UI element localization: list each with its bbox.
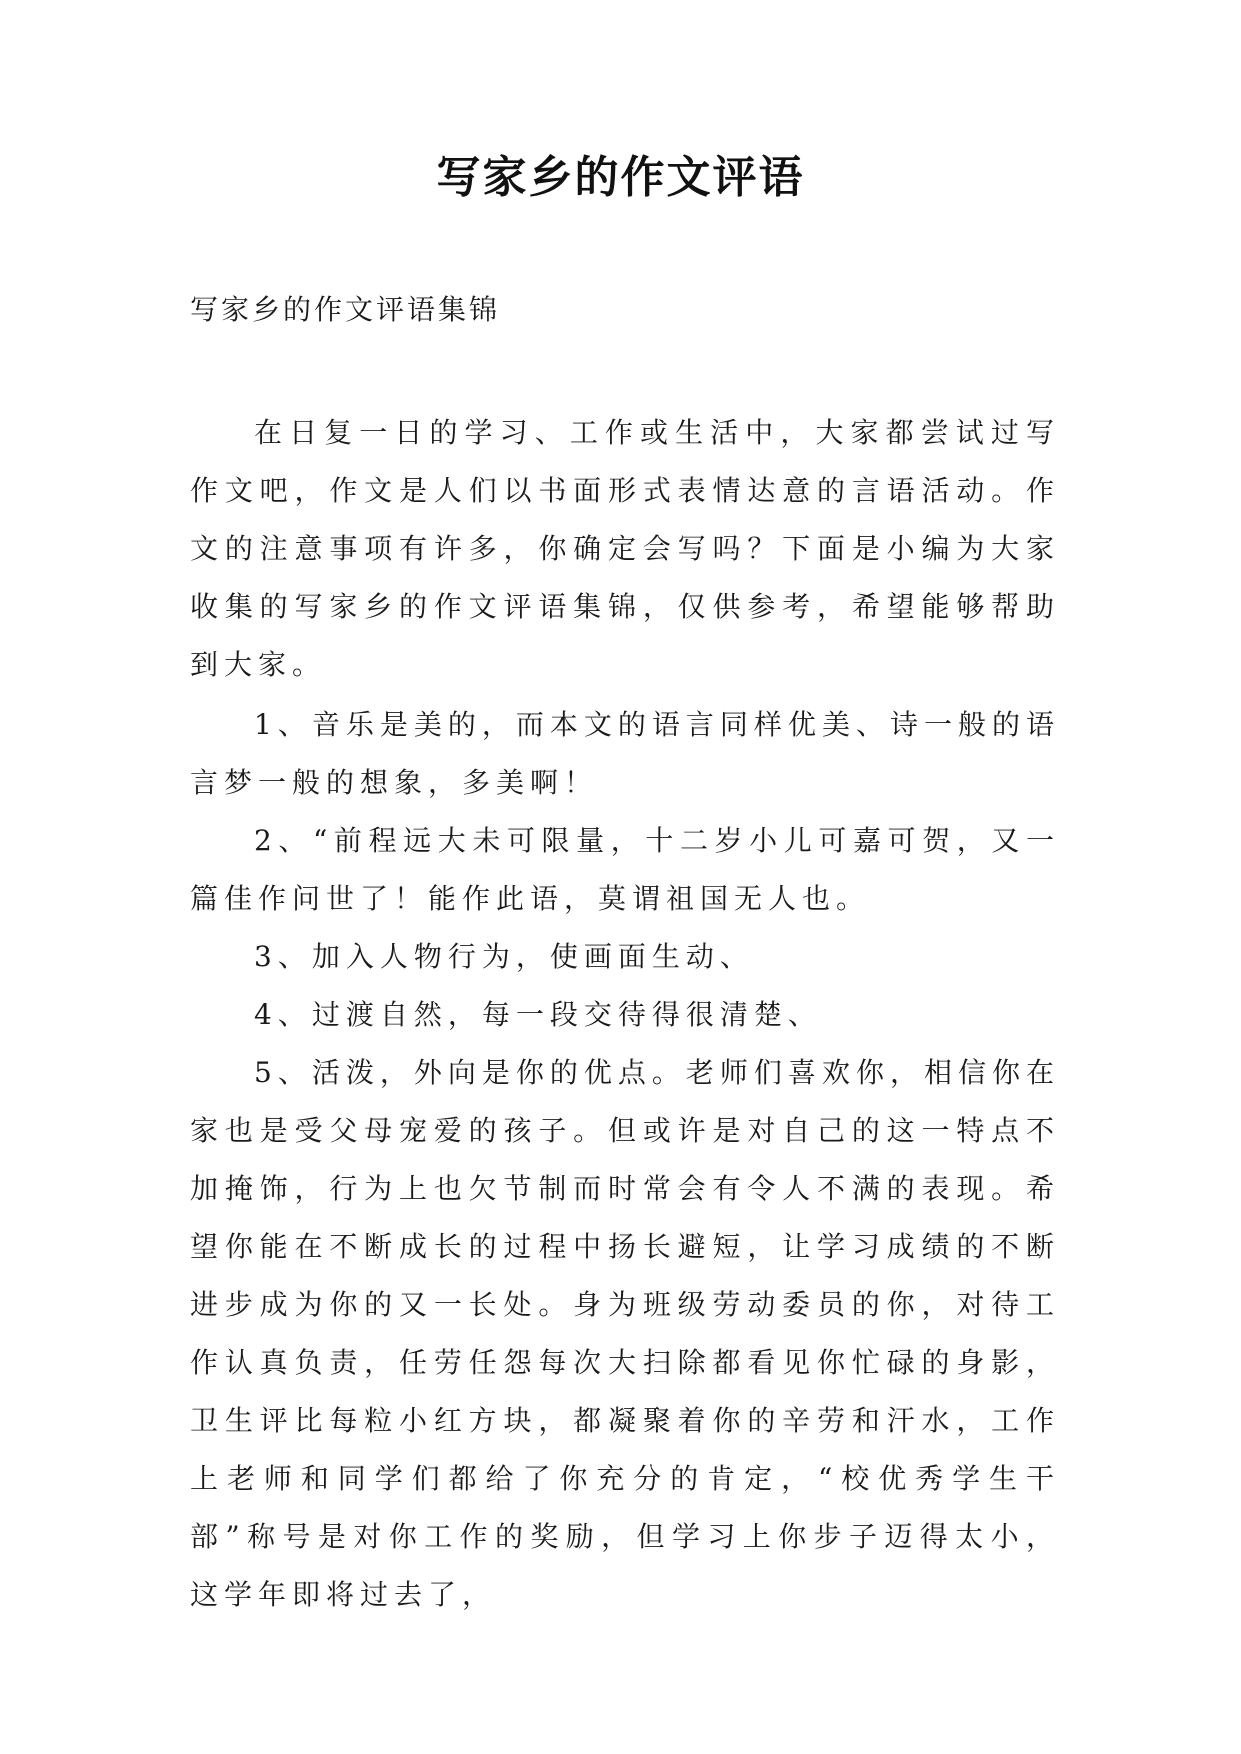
intro-paragraph: 在日复一日的学习、工作或生活中，大家都尝试过写作文吧，作文是人们以书面形式表情达意的言语活动。作文的注意事项有许多，你确定会写吗？下面是小编为大家收集的写家乡的作文评语集锦，仅供参考，希望能够帮助到大家。 <box>190 416 1060 681</box>
comment-paragraph: 1、音乐是美的，而本文的语言同样优美、诗一般的语言梦一般的想象，多美啊！ <box>190 708 1060 799</box>
comment-paragraph: 4、过渡自然，每一段交待得很清楚、 <box>254 998 822 1031</box>
intro-section <box>190 404 1060 694</box>
comment-paragraph: 3、加入人物行为，使画面生动、 <box>254 940 754 973</box>
comment-paragraph: 5、活泼，外向是你的优点。老师们喜欢你，相信你在家也是受父母宠爱的孩子。但或许是对自己的这一特点不加掩饰，行为上也欠节制而时常会有令人不满的表现。希望你能在不断成长的过程中扬长避短，让学习成绩的不断进步成为你的又一长处。身为班级劳动委员的你，对待工作认真负责，任劳任怨每次大扫除都看见你忙碌的身影，卫生评比每粒小红方块，都凝聚着你的辛劳和汗水，工作上老师和同学们都给了你充分的肯定，“校优秀学生干部”称号是对你工作的奖励，但学习上你步子迈得太小，这学年即将过去了， <box>190 1056 1060 1611</box>
document-title: 写家乡的作文评语 <box>436 152 805 203</box>
comment-paragraph: 2、“前程远大未可限量，十二岁小儿可嘉可贺，又一篇佳作问世了！能作此语，莫谓祖国无人也。 <box>190 824 1060 915</box>
document-subtitle: 写家乡的作文评语集锦 <box>190 293 501 326</box>
comments-list <box>190 696 1060 1624</box>
